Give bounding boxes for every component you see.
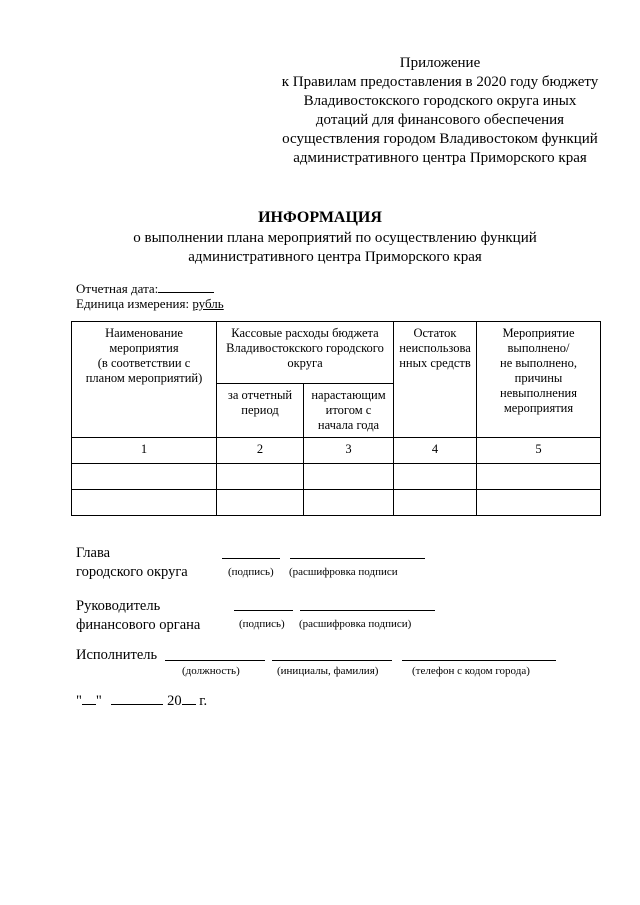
head-decode-caption: (расшифровка подписи [289, 566, 398, 578]
table-cell [72, 464, 217, 490]
finance-head-label: Руководитель финансового органа [76, 598, 201, 633]
appendix-line: Приложение [399, 55, 481, 71]
table-cell [217, 490, 304, 516]
appendix-line: к Правилам предоставления в 2020 году бюджету [281, 74, 599, 90]
table-cell [304, 464, 394, 490]
executor-phone-line [402, 660, 556, 661]
executor-name-line [272, 660, 392, 661]
table-cell [304, 490, 394, 516]
executor-position-caption: (должность) [182, 665, 240, 677]
date-quote-close: " [95, 693, 102, 709]
header-unused-balance: Остаток неиспользова нных средств [394, 322, 477, 438]
column-number: 1 [72, 438, 217, 464]
document-subtitle [0, 229, 640, 267]
header-cumulative: нарастающим итогом с начала года [304, 384, 394, 438]
header-reporting-period: за отчетный период [217, 384, 304, 438]
report-date-blank [158, 281, 214, 293]
finance-decode-caption: (расшифровка подписи) [299, 618, 412, 630]
table-row [72, 464, 601, 490]
table-cell [217, 464, 304, 490]
executor-label: Исполнитель [76, 647, 158, 663]
table-row [72, 490, 601, 516]
column-number: 3 [304, 438, 394, 464]
year-suffix: г. [199, 693, 208, 709]
header-cash-expenses: Кассовые расходы бюджета Владивостокского городского округа [217, 322, 394, 384]
column-number: 2 [217, 438, 304, 464]
executor-position-line [165, 660, 265, 661]
header-event-name: Наименование мероприятия (в соответствии с планом мероприятий) [72, 322, 217, 438]
table-cell [394, 490, 477, 516]
unit-of-measure [76, 296, 224, 312]
date-quote-open: " [76, 693, 82, 709]
head-signature-line [222, 558, 280, 559]
head-decode-line [290, 558, 425, 559]
document-title: ИНФОРМАЦИЯ [258, 209, 382, 226]
appendix-line: административного центра Приморского края [293, 150, 587, 166]
table-number-row [72, 438, 601, 464]
finance-signature-line [234, 610, 293, 611]
year-blank [182, 691, 196, 705]
report-date-label: Отчетная дата: [76, 281, 159, 296]
appendix-line: дотаций для финансового обеспечения [315, 112, 565, 128]
table-cell [477, 490, 601, 516]
subtitle-line: о выполнении плана мероприятий по осуществлению функций [133, 230, 537, 246]
table-cell [477, 464, 601, 490]
header-event-status: Мероприятие выполнено/ не выполнено, причины невыполнения мероприятия [477, 322, 601, 438]
date-line [76, 691, 207, 711]
report-table [71, 321, 601, 516]
table-cell [394, 464, 477, 490]
subtitle-line: административного центра Приморского края [188, 249, 482, 265]
appendix-header [240, 54, 640, 168]
unit-value: рубль [192, 296, 224, 311]
head-label: Глава городского округа [76, 545, 188, 580]
appendix-line: осуществления городом Владивостоком функций [282, 131, 598, 147]
report-date [76, 281, 214, 297]
month-blank [111, 691, 163, 705]
finance-decode-line [300, 610, 435, 611]
column-number: 4 [394, 438, 477, 464]
head-signature-caption: (подпись) [228, 566, 274, 578]
executor-phone-caption: (телефон с кодом города) [412, 665, 530, 677]
column-number: 5 [477, 438, 601, 464]
unit-label: Единица измерения: [76, 296, 190, 311]
finance-signature-caption: (подпись) [239, 618, 285, 630]
appendix-line: Владивостокского городского округа иных [303, 93, 577, 109]
day-blank [82, 691, 96, 705]
table-cell [72, 490, 217, 516]
executor-name-caption: (инициалы, фамилия) [277, 665, 379, 677]
year-prefix: 20 [167, 693, 182, 709]
